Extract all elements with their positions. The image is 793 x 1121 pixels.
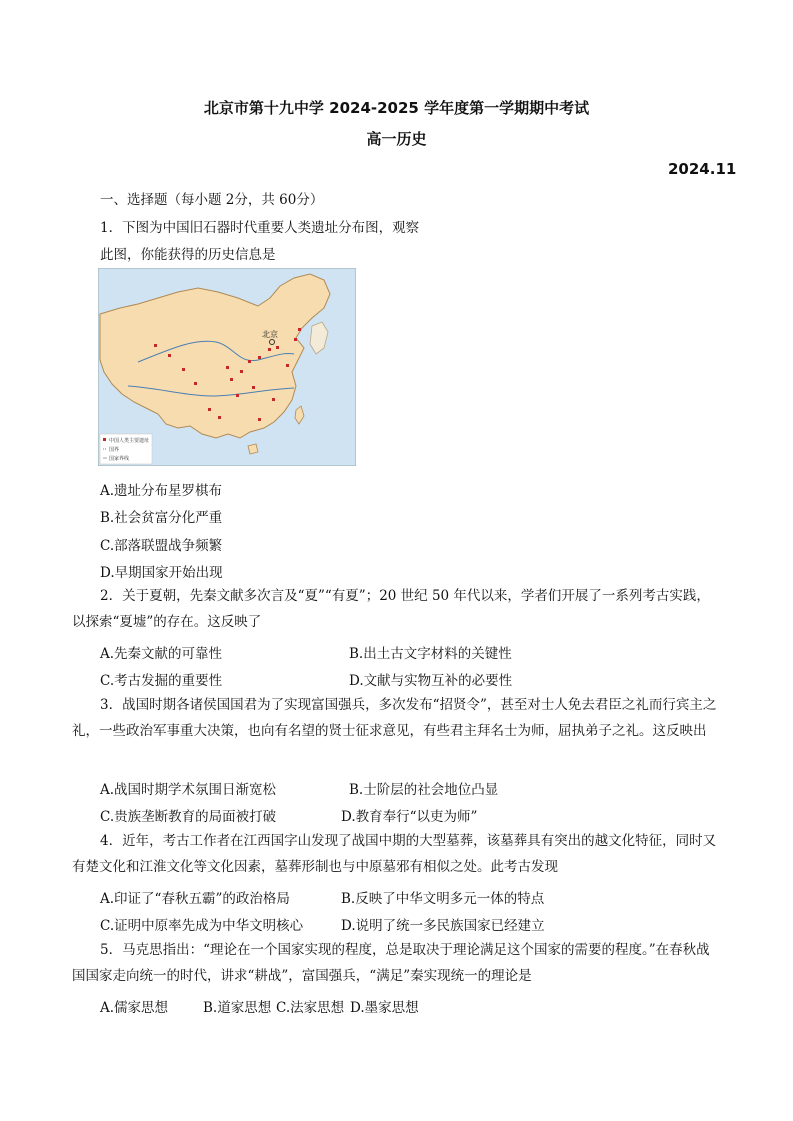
- beijing-label: 北京: [262, 330, 278, 339]
- site-marker: [240, 370, 243, 373]
- site-marker: [218, 416, 221, 419]
- q2-option-b: B.出土古文字材料的关键性: [349, 646, 512, 662]
- paleolithic-sites-map: [98, 268, 356, 466]
- q2-option-d: D.文献与实物互补的必要性: [349, 673, 513, 689]
- q4-stem: 4．近年，考古工作者在江西国字山发现了战国中期的大型墓葬，该墓葬具有突出的越文化特征，同时又有楚文化和江淮文化等文化因素，墓葬形制也与中原墓邪有相似之处。此考古发现: [72, 833, 717, 875]
- q1-option-b: B.社会贫富分化严重: [100, 510, 223, 526]
- q1-option-a: A.遗址分布星罗棋布: [100, 483, 223, 499]
- section-heading: 一、选择题（每小题 2分，共 60分）: [100, 192, 324, 208]
- site-marker: [252, 386, 255, 389]
- site-marker: [294, 338, 297, 341]
- q5-option-d: D.墨家思想: [350, 1000, 419, 1016]
- q3-option-c: C.贵族垄断教育的局面被打破: [100, 809, 277, 825]
- q3-option-d: D.教育奉行“以吏为师”: [341, 809, 478, 825]
- q3-stem: 3．战国时期各诸侯国国君为了实现富国强兵，多次发布“招贤令”，甚至对士人免去君臣之礼而行宾主之礼，一些政治军事重大决策，也向有名望的贤士征求意见，有些君主拜名士为师，屈执弟子之礼。这反映出: [72, 697, 717, 739]
- q1-option-c: C.部落联盟战争频繁: [100, 538, 223, 554]
- q5-option-b: B.道家思想: [203, 1000, 272, 1016]
- q3-option-a: A.战国时期学术氛围日渐宽松: [100, 782, 277, 798]
- q5-stem: 5．马克思指出：“理论在一个国家实现的程度，总是取决于理论满足这个国家的需要的程度。”在春秋战国国家走向统一的时代，讲求“耕战”，富国强兵，“满足”秦实现统一的理论是: [72, 942, 710, 984]
- q5-option-c: C.法家思想: [276, 1000, 345, 1016]
- legend-item: 国家界线: [109, 456, 130, 462]
- q3-option-b: B.士阶层的社会地位凸显: [349, 782, 499, 798]
- q4-option-c: C.证明中原率先成为中华文明核心: [100, 918, 304, 934]
- q2-stem: 2．关于夏朝，先秦文献多次言及“夏”“有夏”；20 世纪 50 年代以来，学者们开展了一系列考古实践，以探索“夏墟”的存在。这反映了: [72, 588, 710, 630]
- subject-title: 高一历史: [366, 130, 427, 148]
- legend-item: 国界: [109, 447, 120, 453]
- site-marker: [272, 398, 275, 401]
- site-marker: [226, 366, 229, 369]
- site-marker: [258, 418, 261, 421]
- site-marker: [236, 394, 239, 397]
- exam-title: 北京市第十九中学 2024-2025 学年度第一学期期中考试: [203, 99, 590, 117]
- site-marker: [230, 378, 233, 381]
- q1-option-d: D.早期国家开始出现: [100, 565, 223, 581]
- exam-date: 2024.11: [668, 160, 737, 178]
- site-marker: [258, 356, 261, 359]
- q4-option-b: B.反映了中华文明多元一体的特点: [341, 891, 545, 907]
- q5-option-a: A.儒家思想: [100, 1000, 169, 1016]
- legend-site-swatch: [103, 438, 106, 441]
- site-marker: [154, 344, 157, 347]
- site-marker: [248, 360, 251, 363]
- site-marker: [194, 382, 197, 385]
- china-map-svg: [98, 268, 356, 466]
- site-marker: [298, 328, 301, 331]
- q4-option-a: A.印证了“春秋五霸”的政治格局: [100, 891, 290, 907]
- q2-option-c: C.考古发掘的重要性: [100, 673, 223, 689]
- hainan-island: [248, 444, 258, 454]
- q2-option-a: A.先秦文献的可靠性: [100, 646, 223, 662]
- site-marker: [268, 348, 271, 351]
- q4-option-d: D.说明了统一多民族国家已经建立: [341, 918, 545, 934]
- site-marker: [286, 364, 289, 367]
- q1-stem-line1: 1．下图为中国旧石器时代重要人类遗址分布图，观察: [100, 220, 420, 236]
- legend-item: 中国人类主要遗址: [109, 438, 150, 444]
- q1-stem-line2: 此图，你能获得的历史信息是: [100, 247, 276, 263]
- site-marker: [276, 346, 279, 349]
- site-marker: [182, 368, 185, 371]
- site-marker: [168, 354, 171, 357]
- site-marker: [208, 408, 211, 411]
